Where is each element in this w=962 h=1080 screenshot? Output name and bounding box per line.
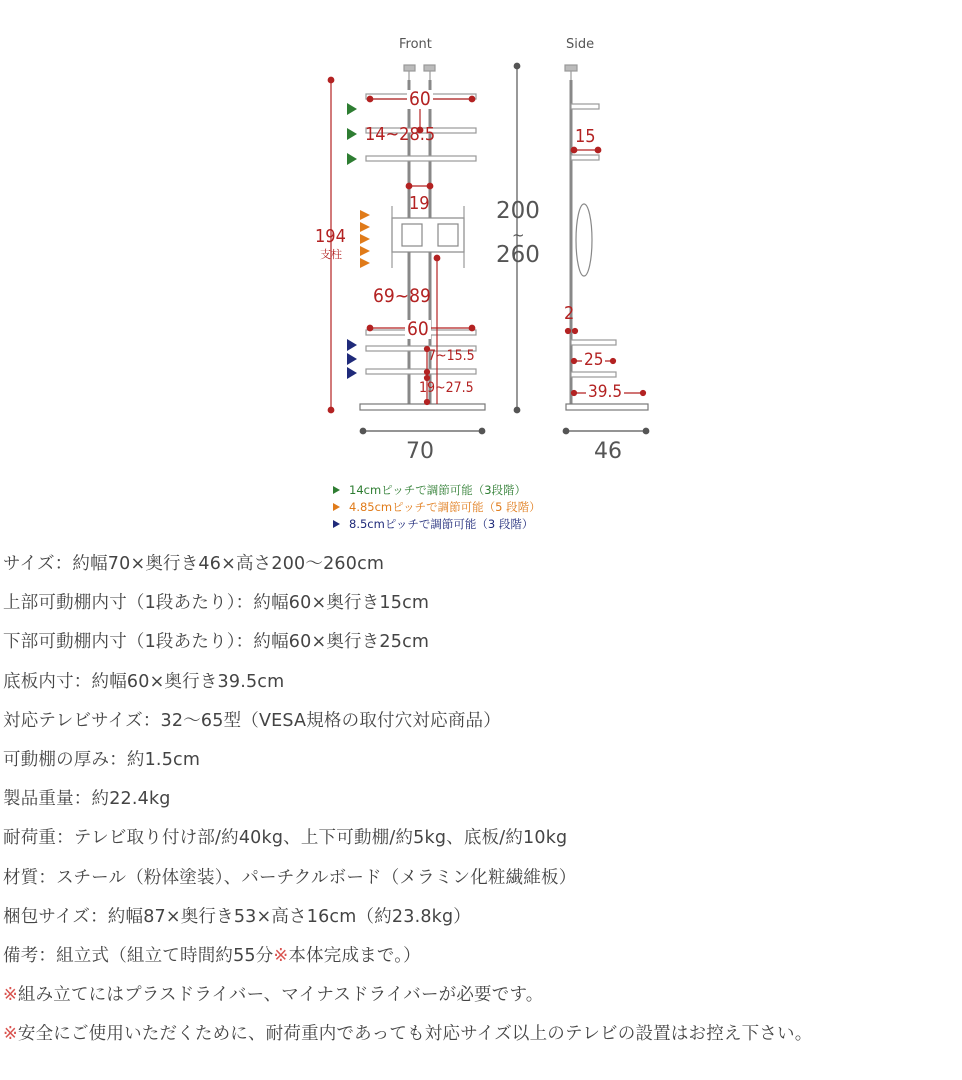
spec-remarks	[3, 945, 961, 984]
spec-shelf-thickness: 可動棚の厚み：約1.5cm	[3, 749, 201, 770]
lower-shelf-pitch-1-label: 7~15.5	[428, 348, 475, 364]
legend-navy-text: 8.5cmピッチで調節可能（3 段階）	[349, 517, 534, 531]
legend-navy	[333, 516, 533, 532]
note-tools	[3, 984, 961, 1023]
note-mark: ※	[3, 1024, 18, 1045]
pole-caption: 支柱	[320, 248, 342, 261]
spec-load-capacity: 耐荷重：テレビ取り付け部/約40kg、上下可動棚/約5kg、底板/約10kg	[3, 828, 568, 849]
top-shelf-pitch-label: 14~28.5	[365, 124, 436, 145]
spec-size: サイズ：約幅70×奥行き46×高さ200〜260cm	[3, 554, 385, 574]
lower-shelf-pitch-2-label: 19~27.5	[419, 380, 474, 396]
side-base-depth-label: 39.5	[588, 382, 623, 402]
height-max-label: 260	[496, 242, 540, 268]
spec-tv-size: 対応テレビサイズ：32〜65型（VESA規格の取付穴対応商品）	[3, 710, 501, 731]
orange-adjust-arrows	[360, 210, 370, 268]
spec-base-board: 底板内寸：約幅60×奥行き39.5cm	[3, 671, 285, 692]
spec-remarks-tail: 本体完成まで。）	[288, 945, 421, 966]
legend-green-text: 14cmピッチで調節可能（3段階）	[349, 483, 527, 497]
spec-lower-shelf: 下部可動棚内寸（1段あたり）：約幅60×奥行き25cm	[3, 632, 430, 653]
legend-orange-text: 4.85cmピッチで調節可能（5 段階）	[349, 500, 541, 514]
height-range-separator: ~	[512, 226, 525, 244]
legend-green	[333, 482, 526, 498]
note-safety	[3, 1023, 961, 1062]
pole-height-label: 194	[315, 226, 346, 247]
front-base-width-label: 70	[406, 439, 434, 464]
top-shelf-width-label: 60	[409, 88, 431, 110]
side-view-label: Side	[566, 37, 595, 52]
green-adjust-arrows	[347, 103, 357, 165]
pole-gap-label: 19	[409, 193, 430, 214]
spec-package-size: 梱包サイズ：約幅87×奥行き53×高さ16cm（約23.8kg）	[3, 906, 472, 927]
side-structure	[565, 65, 648, 410]
side-lower-depth-label: 25	[584, 350, 604, 370]
bottom-shelf-width-label: 60	[407, 318, 429, 340]
navy-adjust-arrows	[347, 339, 357, 379]
spec-upper-shelf: 上部可動棚内寸（1段あたり）：約幅60×奥行き15cm	[3, 593, 430, 614]
height-min-label: 200	[496, 198, 540, 224]
spec-material: 材質：スチール（粉体塗装）、パーチクルボード（メラミン化粧繊維板）	[3, 867, 577, 888]
side-base-width-label: 46	[594, 439, 622, 464]
note-mark: ※	[273, 945, 289, 966]
front-view-label: Front	[399, 37, 432, 52]
note-tools-text: 組み立てにはプラスドライバー、マイナスドライバーが必要です。	[17, 985, 544, 1006]
legend-orange	[333, 499, 541, 515]
spec-weight: 製品重量：約22.4kg	[3, 789, 171, 810]
navy-triangle-icon	[333, 520, 340, 528]
note-mark: ※	[3, 985, 18, 1006]
orange-triangle-icon	[333, 503, 340, 511]
spec-list	[3, 553, 961, 1062]
note-safety-text: 安全にご使用いただくために、耐荷重内であっても対応サイズ以上のテレビの設置はお控え下さい。	[17, 1024, 813, 1045]
side-thickness-label: 2	[564, 303, 575, 324]
spec-remarks-text: 備考：組立式（組立て時間約55分	[3, 945, 274, 966]
tv-height-range-label: 69~89	[373, 285, 431, 307]
green-triangle-icon	[333, 486, 340, 494]
side-top-depth-label: 15	[575, 126, 596, 147]
